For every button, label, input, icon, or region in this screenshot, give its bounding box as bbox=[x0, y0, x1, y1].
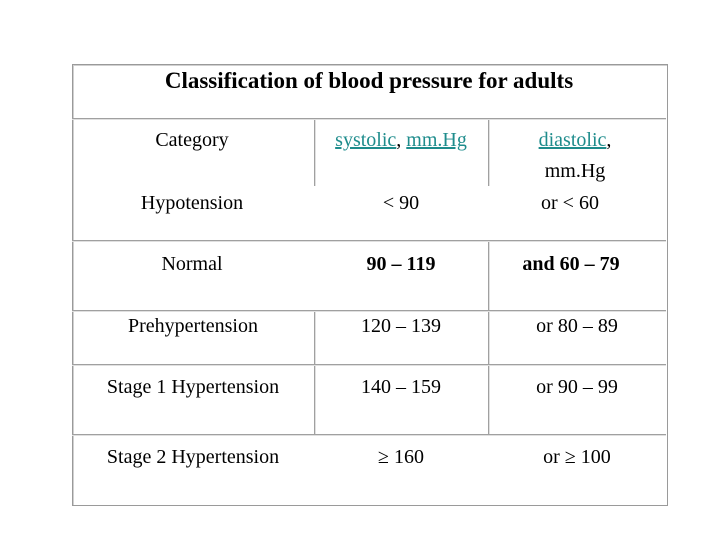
header-category: Category bbox=[155, 129, 229, 151]
row-systolic: ≥ 160 bbox=[378, 446, 424, 468]
row-divider bbox=[72, 310, 666, 312]
header-separator: , bbox=[606, 129, 612, 151]
row-category: Hypotension bbox=[140, 192, 244, 214]
row-divider bbox=[72, 434, 666, 436]
row-diastolic: and 60 – 79 bbox=[522, 253, 620, 275]
row-diastolic: or 80 – 89 bbox=[536, 315, 618, 337]
header-systolic bbox=[314, 127, 488, 153]
row-systolic: 140 – 159 bbox=[361, 376, 441, 398]
row-category: Stage 2 Hypertension bbox=[106, 446, 280, 468]
row-systolic: < 90 bbox=[382, 192, 420, 214]
title-divider bbox=[72, 118, 666, 120]
row-divider bbox=[72, 364, 666, 366]
systolic-unit-link[interactable]: mm.Hg bbox=[406, 129, 467, 151]
row-diastolic: or 90 – 99 bbox=[536, 376, 618, 398]
row-systolic: 90 – 119 bbox=[366, 253, 436, 275]
row-divider bbox=[72, 240, 666, 242]
header-separator: , bbox=[396, 129, 407, 151]
header-diastolic-unit: mm.Hg bbox=[544, 160, 606, 182]
systolic-link[interactable]: systolic bbox=[335, 129, 397, 151]
row-diastolic: or ≥ 100 bbox=[543, 446, 611, 468]
header-diastolic bbox=[490, 127, 660, 153]
diastolic-link[interactable]: diastolic bbox=[538, 129, 607, 151]
row-category: Normal bbox=[161, 253, 223, 275]
row-category: Prehypertension bbox=[128, 315, 258, 337]
table-title: Classification of blood pressure for adults bbox=[164, 68, 574, 93]
row-systolic: 120 – 139 bbox=[361, 315, 441, 337]
row-diastolic: or < 60 bbox=[541, 192, 599, 214]
row-category: Stage 1 Hypertension bbox=[106, 376, 280, 398]
